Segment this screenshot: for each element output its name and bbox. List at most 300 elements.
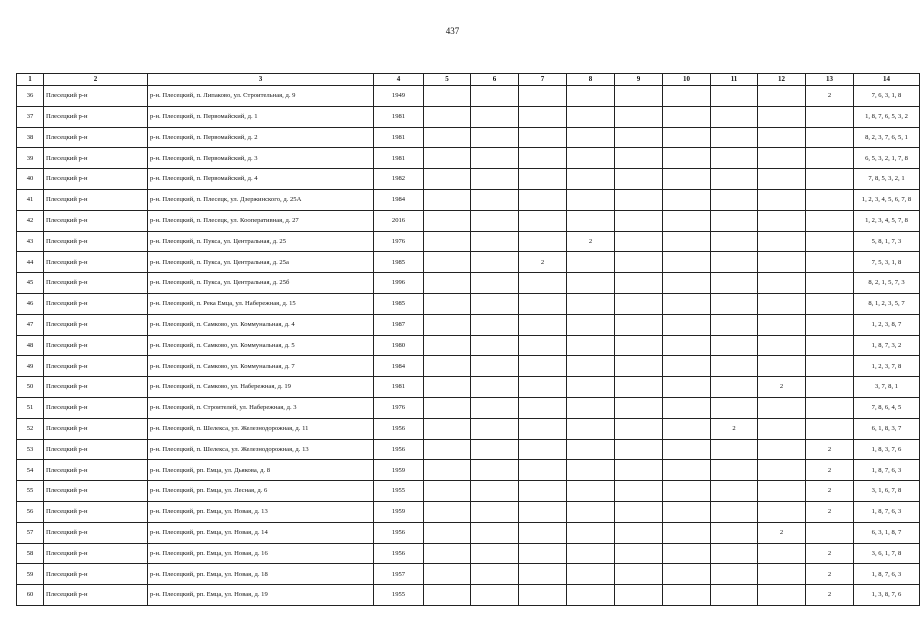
- year-cell: 1996: [374, 273, 424, 294]
- col13-cell: 2: [806, 564, 854, 585]
- col10-cell: [663, 397, 711, 418]
- address-cell: р-н. Плесецкий, п. Плесецк, ул. Дзержинского, д. 25А: [148, 189, 374, 210]
- row-number: 57: [17, 522, 44, 543]
- col9-cell: [615, 543, 663, 564]
- col9-cell: [615, 335, 663, 356]
- col14-cell: 6, 3, 1, 8, 7: [854, 522, 920, 543]
- table-row: [17, 252, 920, 273]
- year-cell: 1985: [374, 252, 424, 273]
- col10-cell: [663, 564, 711, 585]
- col10-cell: [663, 86, 711, 107]
- address-cell: р-н. Плесецкий, рп. Емца, ул. Дьякова, д. 8: [148, 460, 374, 481]
- col13-cell: [806, 335, 854, 356]
- table-row: [17, 273, 920, 294]
- address-cell: р-н. Плесецкий, п. Самково, ул. Коммунальная, д. 5: [148, 335, 374, 356]
- col10-cell: [663, 522, 711, 543]
- col11-cell: [711, 169, 758, 190]
- col8-cell: [567, 564, 615, 585]
- column-header: 3: [148, 74, 374, 86]
- col11-cell: [711, 543, 758, 564]
- col11-cell: [711, 127, 758, 148]
- table-row: [17, 148, 920, 169]
- col12-cell: [758, 169, 806, 190]
- col8-cell: [567, 356, 615, 377]
- col6-cell: [471, 106, 519, 127]
- col8-cell: [567, 501, 615, 522]
- table-row: [17, 293, 920, 314]
- col5-cell: [424, 189, 471, 210]
- address-cell: р-н. Плесецкий, п. Первомайский, д. 2: [148, 127, 374, 148]
- table-row: [17, 314, 920, 335]
- col14-cell: 1, 8, 3, 7, 6: [854, 439, 920, 460]
- col5-cell: [424, 564, 471, 585]
- col7-cell: [519, 481, 567, 502]
- table-row: [17, 585, 920, 606]
- year-cell: 1957: [374, 564, 424, 585]
- address-cell: р-н. Плесецкий, рп. Емца, ул. Новая, д. 13: [148, 501, 374, 522]
- col14-cell: 7, 6, 3, 1, 8: [854, 86, 920, 107]
- col7-cell: [519, 273, 567, 294]
- col14-cell: 3, 1, 6, 7, 8: [854, 481, 920, 502]
- col11-cell: [711, 148, 758, 169]
- col9-cell: [615, 377, 663, 398]
- year-cell: 1982: [374, 169, 424, 190]
- col8-cell: [567, 189, 615, 210]
- table-row: [17, 501, 920, 522]
- column-header: 5: [424, 74, 471, 86]
- col10-cell: [663, 418, 711, 439]
- col5-cell: [424, 314, 471, 335]
- col5-cell: [424, 335, 471, 356]
- row-number: 59: [17, 564, 44, 585]
- col14-cell: 1, 2, 3, 7, 8: [854, 356, 920, 377]
- column-header: 14: [854, 74, 920, 86]
- col8-cell: [567, 418, 615, 439]
- col5-cell: [424, 356, 471, 377]
- table-row: [17, 189, 920, 210]
- table-row: [17, 418, 920, 439]
- col8-cell: [567, 335, 615, 356]
- col11-cell: [711, 106, 758, 127]
- column-header: 2: [44, 74, 148, 86]
- col5-cell: [424, 252, 471, 273]
- col5-cell: [424, 397, 471, 418]
- year-cell: 1959: [374, 460, 424, 481]
- col10-cell: [663, 481, 711, 502]
- row-number: 40: [17, 169, 44, 190]
- col8-cell: [567, 543, 615, 564]
- col11-cell: 2: [711, 418, 758, 439]
- address-cell: р-н. Плесецкий, п. Пукса, ул. Центральная, д. 25а: [148, 252, 374, 273]
- col11-cell: [711, 273, 758, 294]
- district-cell: Плесецкий р-н: [44, 377, 148, 398]
- col13-cell: [806, 189, 854, 210]
- col6-cell: [471, 564, 519, 585]
- col8-cell: [567, 522, 615, 543]
- address-cell: р-н. Плесецкий, п. Река Емца, ул. Набережная, д. 15: [148, 293, 374, 314]
- col8-cell: [567, 210, 615, 231]
- row-number: 51: [17, 397, 44, 418]
- col7-cell: [519, 335, 567, 356]
- year-cell: 1976: [374, 231, 424, 252]
- col9-cell: [615, 127, 663, 148]
- col7-cell: [519, 418, 567, 439]
- col12-cell: [758, 314, 806, 335]
- address-cell: р-н. Плесецкий, п. Пукса, ул. Центральная, д. 25: [148, 231, 374, 252]
- column-header: 13: [806, 74, 854, 86]
- col6-cell: [471, 585, 519, 606]
- col10-cell: [663, 210, 711, 231]
- col5-cell: [424, 293, 471, 314]
- col12-cell: [758, 231, 806, 252]
- col6-cell: [471, 418, 519, 439]
- col10-cell: [663, 273, 711, 294]
- col12-cell: 2: [758, 377, 806, 398]
- col10-cell: [663, 127, 711, 148]
- col12-cell: [758, 335, 806, 356]
- col14-cell: 1, 2, 3, 4, 5, 6, 7, 8: [854, 189, 920, 210]
- col8-cell: [567, 585, 615, 606]
- col7-cell: [519, 460, 567, 481]
- district-cell: Плесецкий р-н: [44, 397, 148, 418]
- col14-cell: 7, 8, 5, 3, 2, 1: [854, 169, 920, 190]
- address-cell: р-н. Плесецкий, п. Самково, ул. Коммунальная, д. 4: [148, 314, 374, 335]
- col5-cell: [424, 148, 471, 169]
- col7-cell: [519, 169, 567, 190]
- district-cell: Плесецкий р-н: [44, 231, 148, 252]
- col7-cell: [519, 293, 567, 314]
- col12-cell: [758, 564, 806, 585]
- year-cell: 1949: [374, 86, 424, 107]
- table-row: [17, 86, 920, 107]
- col7-cell: [519, 585, 567, 606]
- table-row: [17, 397, 920, 418]
- col8-cell: [567, 252, 615, 273]
- col7-cell: [519, 564, 567, 585]
- row-number: 43: [17, 231, 44, 252]
- col14-cell: 1, 8, 7, 6, 3: [854, 501, 920, 522]
- col7-cell: [519, 106, 567, 127]
- column-header: 7: [519, 74, 567, 86]
- col8-cell: [567, 397, 615, 418]
- col10-cell: [663, 356, 711, 377]
- col12-cell: [758, 189, 806, 210]
- col9-cell: [615, 106, 663, 127]
- col13-cell: [806, 106, 854, 127]
- year-cell: 1956: [374, 439, 424, 460]
- col14-cell: 8, 2, 3, 7, 6, 5, 1: [854, 127, 920, 148]
- col7-cell: [519, 189, 567, 210]
- col10-cell: [663, 169, 711, 190]
- table-row: [17, 106, 920, 127]
- district-cell: Плесецкий р-н: [44, 106, 148, 127]
- year-cell: 1955: [374, 585, 424, 606]
- col11-cell: [711, 397, 758, 418]
- district-cell: Плесецкий р-н: [44, 564, 148, 585]
- row-number: 37: [17, 106, 44, 127]
- col13-cell: [806, 169, 854, 190]
- year-cell: 1984: [374, 189, 424, 210]
- table-row: [17, 460, 920, 481]
- col12-cell: [758, 397, 806, 418]
- col9-cell: [615, 293, 663, 314]
- address-cell: р-н. Плесецкий, рп. Емца, ул. Новая, д. 14: [148, 522, 374, 543]
- col6-cell: [471, 189, 519, 210]
- year-cell: 1981: [374, 106, 424, 127]
- address-cell: р-н. Плесецкий, п. Первомайский, д. 3: [148, 148, 374, 169]
- col6-cell: [471, 252, 519, 273]
- col9-cell: [615, 356, 663, 377]
- col13-cell: [806, 210, 854, 231]
- district-cell: Плесецкий р-н: [44, 127, 148, 148]
- col14-cell: 7, 5, 3, 1, 8: [854, 252, 920, 273]
- col11-cell: [711, 231, 758, 252]
- col8-cell: [567, 106, 615, 127]
- col12-cell: 2: [758, 522, 806, 543]
- address-cell: р-н. Плесецкий, рп. Емца, ул. Новая, д. 16: [148, 543, 374, 564]
- col11-cell: [711, 481, 758, 502]
- district-cell: Плесецкий р-н: [44, 356, 148, 377]
- year-cell: 1956: [374, 543, 424, 564]
- col13-cell: [806, 314, 854, 335]
- address-cell: р-н. Плесецкий, рп. Емца, ул. Новая, д. 18: [148, 564, 374, 585]
- col14-cell: 5, 8, 1, 7, 3: [854, 231, 920, 252]
- col10-cell: [663, 231, 711, 252]
- district-cell: Плесецкий р-н: [44, 460, 148, 481]
- table-row: [17, 356, 920, 377]
- col5-cell: [424, 127, 471, 148]
- address-cell: р-н. Плесецкий, п. Липаково, ул. Строительная, д. 9: [148, 86, 374, 107]
- col7-cell: [519, 210, 567, 231]
- col14-cell: 1, 2, 3, 8, 7: [854, 314, 920, 335]
- col12-cell: [758, 481, 806, 502]
- col12-cell: [758, 439, 806, 460]
- col10-cell: [663, 293, 711, 314]
- table-row: [17, 543, 920, 564]
- col5-cell: [424, 273, 471, 294]
- district-cell: Плесецкий р-н: [44, 439, 148, 460]
- row-number: 42: [17, 210, 44, 231]
- col7-cell: [519, 377, 567, 398]
- district-cell: Плесецкий р-н: [44, 252, 148, 273]
- row-number: 52: [17, 418, 44, 439]
- col6-cell: [471, 439, 519, 460]
- district-cell: Плесецкий р-н: [44, 314, 148, 335]
- col6-cell: [471, 377, 519, 398]
- col10-cell: [663, 335, 711, 356]
- table-row: [17, 439, 920, 460]
- col11-cell: [711, 460, 758, 481]
- column-header: 1: [17, 74, 44, 86]
- column-header: 11: [711, 74, 758, 86]
- col7-cell: [519, 356, 567, 377]
- col11-cell: [711, 293, 758, 314]
- table-row: [17, 564, 920, 585]
- col11-cell: [711, 210, 758, 231]
- col8-cell: [567, 460, 615, 481]
- col5-cell: [424, 106, 471, 127]
- col10-cell: [663, 460, 711, 481]
- column-header: 4: [374, 74, 424, 86]
- address-cell: р-н. Плесецкий, п. Шелекса, ул. Железнодорожная, д. 11: [148, 418, 374, 439]
- table-row: [17, 127, 920, 148]
- col13-cell: 2: [806, 460, 854, 481]
- col13-cell: 2: [806, 543, 854, 564]
- col9-cell: [615, 169, 663, 190]
- district-cell: Плесецкий р-н: [44, 86, 148, 107]
- col5-cell: [424, 481, 471, 502]
- col11-cell: [711, 522, 758, 543]
- district-cell: Плесецкий р-н: [44, 501, 148, 522]
- col10-cell: [663, 189, 711, 210]
- col13-cell: 2: [806, 501, 854, 522]
- col14-cell: 3, 7, 8, 1: [854, 377, 920, 398]
- row-number: 55: [17, 481, 44, 502]
- col9-cell: [615, 418, 663, 439]
- col11-cell: [711, 86, 758, 107]
- col5-cell: [424, 439, 471, 460]
- col14-cell: 1, 2, 3, 4, 5, 7, 8: [854, 210, 920, 231]
- row-number: 50: [17, 377, 44, 398]
- col12-cell: [758, 585, 806, 606]
- district-cell: Плесецкий р-н: [44, 210, 148, 231]
- year-cell: 1956: [374, 418, 424, 439]
- col5-cell: [424, 231, 471, 252]
- address-cell: р-н. Плесецкий, п. Плесецк, ул. Кооперативная, д. 27: [148, 210, 374, 231]
- table-row: [17, 231, 920, 252]
- address-cell: р-н. Плесецкий, п. Первомайский, д. 4: [148, 169, 374, 190]
- col11-cell: [711, 439, 758, 460]
- col12-cell: [758, 210, 806, 231]
- col10-cell: [663, 585, 711, 606]
- col9-cell: [615, 439, 663, 460]
- col13-cell: [806, 127, 854, 148]
- col13-cell: [806, 397, 854, 418]
- col6-cell: [471, 522, 519, 543]
- col12-cell: [758, 148, 806, 169]
- col7-cell: [519, 314, 567, 335]
- col13-cell: [806, 522, 854, 543]
- district-cell: Плесецкий р-н: [44, 335, 148, 356]
- col10-cell: [663, 543, 711, 564]
- col12-cell: [758, 293, 806, 314]
- address-cell: р-н. Плесецкий, п. Пукса, ул. Центральная, д. 25б: [148, 273, 374, 294]
- col6-cell: [471, 543, 519, 564]
- row-number: 48: [17, 335, 44, 356]
- header-row: [17, 74, 920, 86]
- row-number: 60: [17, 585, 44, 606]
- col8-cell: [567, 293, 615, 314]
- col10-cell: [663, 439, 711, 460]
- col9-cell: [615, 585, 663, 606]
- district-cell: Плесецкий р-н: [44, 169, 148, 190]
- col12-cell: [758, 106, 806, 127]
- col7-cell: [519, 127, 567, 148]
- col13-cell: [806, 377, 854, 398]
- year-cell: 1981: [374, 127, 424, 148]
- col8-cell: [567, 439, 615, 460]
- col9-cell: [615, 314, 663, 335]
- col6-cell: [471, 86, 519, 107]
- col13-cell: 2: [806, 439, 854, 460]
- col6-cell: [471, 460, 519, 481]
- col11-cell: [711, 252, 758, 273]
- address-cell: р-н. Плесецкий, рп. Емца, ул. Новая, д. 19: [148, 585, 374, 606]
- col6-cell: [471, 210, 519, 231]
- row-number: 44: [17, 252, 44, 273]
- year-cell: 1984: [374, 356, 424, 377]
- col12-cell: [758, 418, 806, 439]
- table-row: [17, 335, 920, 356]
- col6-cell: [471, 501, 519, 522]
- col5-cell: [424, 501, 471, 522]
- col8-cell: 2: [567, 231, 615, 252]
- table-row: [17, 377, 920, 398]
- col12-cell: [758, 356, 806, 377]
- row-number: 39: [17, 148, 44, 169]
- col8-cell: [567, 273, 615, 294]
- col5-cell: [424, 522, 471, 543]
- col6-cell: [471, 273, 519, 294]
- col9-cell: [615, 273, 663, 294]
- page-number: 437: [445, 26, 460, 36]
- col12-cell: [758, 543, 806, 564]
- col5-cell: [424, 585, 471, 606]
- col9-cell: [615, 564, 663, 585]
- year-cell: 1987: [374, 314, 424, 335]
- year-cell: 1955: [374, 481, 424, 502]
- col6-cell: [471, 169, 519, 190]
- column-header: 9: [615, 74, 663, 86]
- column-header: 8: [567, 74, 615, 86]
- district-cell: Плесецкий р-н: [44, 585, 148, 606]
- row-number: 36: [17, 86, 44, 107]
- district-cell: Плесецкий р-н: [44, 189, 148, 210]
- col9-cell: [615, 397, 663, 418]
- col7-cell: [519, 439, 567, 460]
- col7-cell: [519, 543, 567, 564]
- col7-cell: [519, 86, 567, 107]
- col8-cell: [567, 148, 615, 169]
- col5-cell: [424, 377, 471, 398]
- table-row: [17, 169, 920, 190]
- col9-cell: [615, 252, 663, 273]
- col11-cell: [711, 377, 758, 398]
- row-number: 58: [17, 543, 44, 564]
- row-number: 49: [17, 356, 44, 377]
- col10-cell: [663, 106, 711, 127]
- col6-cell: [471, 127, 519, 148]
- col14-cell: 1, 8, 7, 3, 2: [854, 335, 920, 356]
- col9-cell: [615, 522, 663, 543]
- address-cell: р-н. Плесецкий, п. Первомайский, д. 1: [148, 106, 374, 127]
- col9-cell: [615, 501, 663, 522]
- col9-cell: [615, 481, 663, 502]
- row-number: 41: [17, 189, 44, 210]
- district-cell: Плесецкий р-н: [44, 418, 148, 439]
- district-cell: Плесецкий р-н: [44, 293, 148, 314]
- col10-cell: [663, 377, 711, 398]
- col13-cell: [806, 231, 854, 252]
- col14-cell: 6, 5, 3, 2, 1, 7, 8: [854, 148, 920, 169]
- col9-cell: [615, 210, 663, 231]
- col6-cell: [471, 314, 519, 335]
- col7-cell: 2: [519, 252, 567, 273]
- col6-cell: [471, 335, 519, 356]
- col11-cell: [711, 356, 758, 377]
- col6-cell: [471, 481, 519, 502]
- address-cell: р-н. Плесецкий, п. Самково, ул. Набережная, д. 19: [148, 377, 374, 398]
